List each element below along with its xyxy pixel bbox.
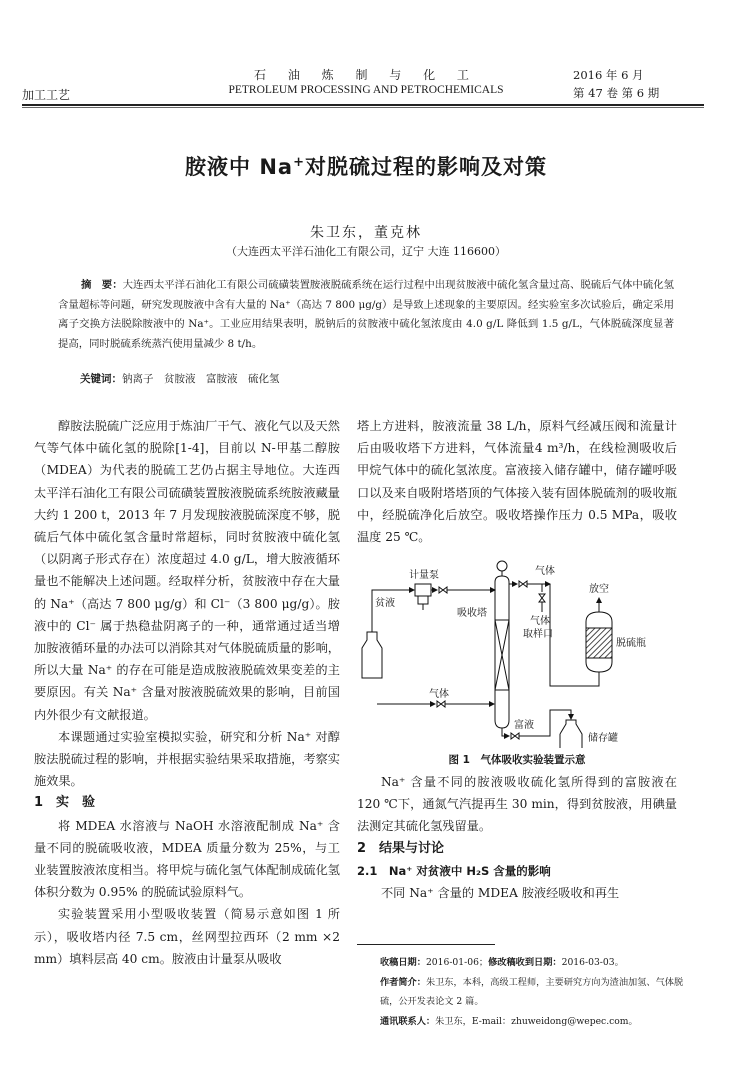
author-bio: 朱卫东，本科，高级工程师，主要研究方向为渣油加氢、气体脱硫，公开发表论文 2 篇。	[380, 976, 684, 1007]
affiliation: （大连西太平洋石油化工有限公司，辽宁 大连 116600）	[226, 245, 506, 258]
experiment-paragraph-cont: 塔上方进料，胺液流量 38 L/h，原料气经减压阀和流量计后由吸收塔下方进料，气体流量4 m³/h，在线检测吸收后甲烷气体中的硫化氢浓度。富液接入储存罐中，储存罐呼吸口以及来自吸附塔塔顶的气体接入装有固体脱硫剂的吸收瓶中，经脱硫净化后放空。吸收塔操作压力 0.5 MPa，吸收温度 25 ℃。	[357, 419, 677, 545]
abstract	[58, 276, 674, 354]
title-sup: +	[293, 155, 305, 170]
absorption-tower	[495, 576, 509, 728]
footnotes	[380, 953, 690, 1031]
keywords-text: 钠离子 贫胺液 富胺液 硫化氢	[122, 373, 280, 385]
label-storage: 储存罐	[588, 733, 618, 744]
header-rule	[22, 104, 704, 106]
footnote-dates	[380, 953, 690, 973]
revised-date: 2016-03-03。	[561, 957, 624, 968]
section-label: 加工工艺	[22, 88, 71, 102]
valve-sample	[539, 594, 545, 602]
experiment-paragraph-2: 实验装置采用小型吸收装置（简易示意如图 1 所示），吸收塔内径 7.5 cm，丝网型拉西环（2 mm ×2 mm）填料层高 40 cm。胺液由计量泵从吸收	[34, 907, 340, 966]
abstract-label: 摘 要：	[81, 279, 123, 291]
issue-volume: 第 47 卷 第 6 期	[573, 86, 660, 100]
label-tower: 吸收塔	[457, 608, 487, 619]
label-gas-in: 气体	[429, 689, 449, 700]
header-rule-thin	[22, 107, 704, 108]
label-lean: 贫液	[375, 598, 395, 609]
label-rich: 富液	[514, 720, 534, 731]
pump-cylinder	[418, 596, 428, 604]
paper-title	[0, 151, 732, 181]
desulf-packing	[586, 628, 612, 658]
label-pump: 计量泵	[409, 570, 439, 581]
section-heading-1: 1 实 验	[34, 795, 96, 811]
label-sample-1: 气体	[530, 616, 550, 627]
received-date: 2016-01-06；	[425, 957, 489, 968]
keywords-label: 关键词：	[80, 373, 122, 385]
valve-2	[519, 581, 527, 587]
footnote-author	[380, 973, 690, 1012]
pump-body	[415, 584, 431, 596]
revised-label: 修改稿收到日期：	[488, 957, 562, 968]
footnote-rule	[357, 944, 495, 945]
label-vent: 放空	[589, 584, 609, 595]
storage-tank	[560, 720, 582, 748]
journal-title-en: PETROLEUM PROCESSING AND PETROCHEMICALS	[228, 84, 504, 96]
abstract-text: 大连西太平洋石油化工有限公司硫磺装置胺液脱硫系统在运行过程中出现贫胺液中硫化氢含量过高、脱硫后气体中硫化氢含量超标等问题，研究发现胺液中含有大量的 Na⁺（高达 7 800 μg/g）是导致上述现象的主要原因。经实验室多次试验后，确定采用离子交换方法脱除胺液中的 Na⁺。工业应用结果表明，脱钠后的贫胺液中硫化氢浓度由 4.0 g/L 降低到 1.5 g/L，气体脱硫深度显著提高，同时脱硫系统蒸汽使用量减少 8 t/h。	[58, 279, 675, 350]
intro-paragraph-2: 本课题通过实验室模拟实验，研究和分析 Na⁺ 对醇胺法脱硫过程的影响，并根据实验结果采取措施，考察实施效果。	[34, 729, 340, 789]
title-post: 对脱硫过程的影响及对策	[304, 155, 547, 179]
author-label: 作者简介：	[380, 976, 426, 988]
label-desulf: 脱硫瓶	[616, 638, 646, 649]
body-right-column-top	[357, 415, 677, 548]
regeneration-paragraph: Na⁺ 含量不同的胺液吸收硫化氢所得到的富胺液在 120 ℃下，通氮气汽提再生 30 min，得到贫胺液，用碘量法测定其硫化氢残留量。	[357, 775, 677, 834]
label-sample-2: 取样口	[523, 629, 553, 640]
figure-caption: 图 1 气体吸收实验装置示意	[448, 754, 586, 766]
apparatus-diagram	[357, 560, 687, 748]
label-gas-top: 气体	[535, 566, 555, 577]
authors: 朱卫东，董克林	[310, 225, 422, 241]
valve-3	[437, 701, 445, 707]
intro-paragraph-1: 醇胺法脱硫广泛应用于炼油厂干气、液化气以及天然气等气体中硫化氢的脱除[1-4]，目前以 N-甲基二醇胺（MDEA）为代表的脱硫工艺仍占据主导地位。大连西太平洋石油化工有限公司硫磺装置胺液脱硫系统胺液藏量大约 1 200 t，2013 年 7 月发现胺液脱硫深度不够，脱硫后气体中硫化氢含量时常超标，同时贫胺液中硫化氢（以阴离子形式存在）浓度超过 4.0 g/L，增大胺液循环量也不能解决上述问题。经取样分析，贫胺液中存在大量的 Na⁺（高达 7 800 μg/g）和 Cl⁻（3 800 μg/g）。胺液中的 Cl⁻ 属于热稳盐阴离子的一种，通常通过适当增加胺液循环量的办法可以消除其对气体脱硫质量的影响，所以大量 Na⁺ 的存在可能是造成胺液脱硫效果变差的主要原因。有关 Na⁺ 含量对胺液脱硫效果的影响，目前国内外很少有文献报道。	[34, 419, 340, 722]
results-paragraph: 不同 Na⁺ 含量的 MDEA 胺液经吸收和再生	[381, 886, 620, 901]
lean-line	[372, 590, 414, 632]
issue-date: 2016 年 6 月	[573, 68, 644, 82]
subsection-heading-2-1: 2.1 Na⁺ 对贫液中 H₂S 含量的影响	[357, 863, 551, 878]
contact-info: 朱卫东，E-mail：zhuweidong@wepec.com。	[435, 1015, 638, 1027]
contact-label: 通讯联系人：	[380, 1015, 436, 1027]
section-heading-2: 2 结果与讨论	[357, 840, 445, 856]
tower-gauge	[497, 561, 507, 571]
body-left-column	[34, 415, 340, 970]
issue-info	[573, 66, 703, 102]
journal-title-cn: 石 油 炼 制 与 化 工	[254, 68, 478, 82]
experiment-paragraph-1: 将 MDEA 水溶液与 NaOH 水溶液配制成 Na⁺ 含量不同的脱硫吸收液，MDEA 质量分数为 25%，与工业装置胺液浓度相当。将甲烷与硫化氢气体配制成硫化氢体积分数为 0.95% 的脱硫试验原料气。	[34, 818, 340, 900]
body-right-column-bottom	[357, 771, 677, 904]
received-label: 收稿日期：	[380, 957, 426, 968]
keywords	[80, 371, 280, 386]
lean-bottle	[362, 632, 382, 678]
title-pre: 胺液中 Na	[185, 155, 294, 179]
valve-1	[439, 587, 447, 593]
footnote-contact	[380, 1012, 690, 1032]
valve-4	[511, 733, 519, 739]
